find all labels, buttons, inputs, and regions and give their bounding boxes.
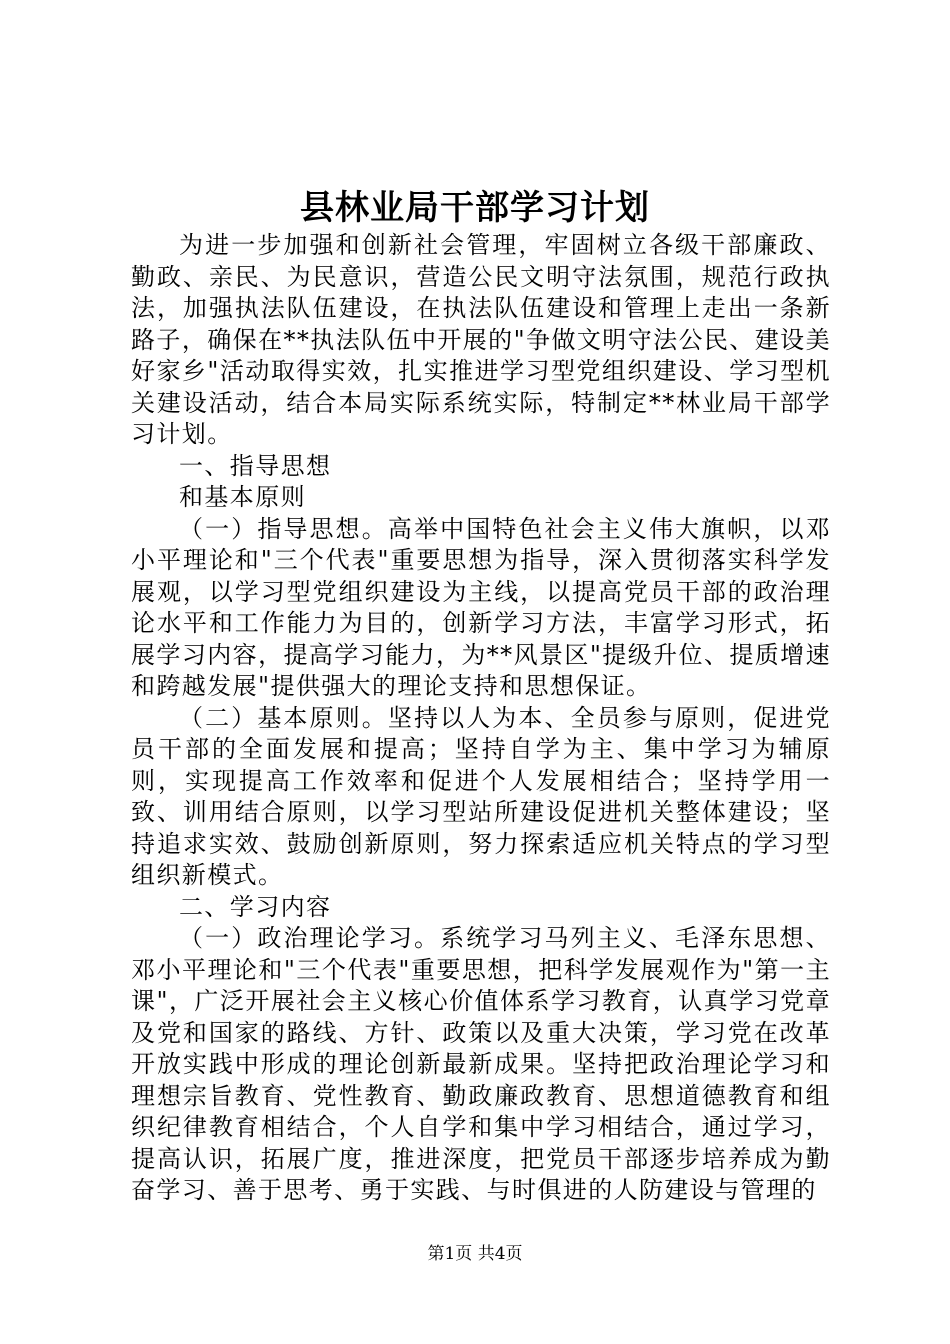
section-heading-1-cont: 和基本原则 xyxy=(179,483,306,511)
intro-paragraph: 为进一步加强和创新社会管理，牢固树立各级干部廉政、勤政、亲民、为民意识，营造公民文明守法氛围，规范行政执法，加强执法队伍建设，在执法队伍建设和管理上走出一条新路子，确保在**执法队伍中开展的"争做文明守法公民、建设美好家乡"活动取得实效，扎实推进学习型党组织建设、学习型机关建设活动，结合本局实际系统实际，特制定**林业局干部学习计划。 xyxy=(131,231,831,448)
document-body xyxy=(131,230,831,1207)
paragraph-guiding-thought: （一）指导思想。高举中国特色社会主义伟大旗帜，以邓小平理论和"三个代表"重要思想为指导，深入贯彻落实科学发展观，以学习型党组织建设为主线，以提高党员干部的政治理论水平和工作能力为目的，创新学习方法，丰富学习形式，拓展学习内容，提高学习能力，为**风景区"提级升位、提质增速和跨越发展"提供强大的理论支持和思想保证。 xyxy=(131,514,831,700)
paragraph-basic-principles: （二）基本原则。坚持以人为本、全员参与原则，促进党员干部的全面发展和提高；坚持自学为主、集中学习为辅原则，实现提高工作效率和促进个人发展相结合；坚持学用一致、训用结合原则，以学习型站所建设促进机关整体建设；坚持追求实效、鼓励创新原则，努力探索适应机关特点的学习型组织新模式。 xyxy=(131,703,831,889)
document-title: 县林业局干部学习计划 xyxy=(300,188,650,228)
section-heading-1: 一、指导思想 xyxy=(179,451,332,480)
paragraph-political-theory: （一）政治理论学习。系统学习马列主义、毛泽东思想、邓小平理论和"三个代表"重要思想，把科学发展观作为"第一主课"，广泛开展社会主义核心价值体系学习教育，认真学习党章及党和国家的路线、方针、政策以及重大决策，学习党在改革开放实践中形成的理论创新最新成果。坚持把政治理论学习和理想宗旨教育、党性教育、勤政廉政教育、思想道德教育和组织纪律教育相结合，个人自学和集中学习相结合，通过学习，提高认识，拓展广度，推进深度，把党员干部逐步培养成为勤奋学习、善于思考、勇于实践、与时俱进的人防建设与管理的 xyxy=(131,924,831,1204)
page-footer: 第1页 共4页 xyxy=(427,1244,523,1264)
section-heading-2: 二、学习内容 xyxy=(179,892,332,921)
